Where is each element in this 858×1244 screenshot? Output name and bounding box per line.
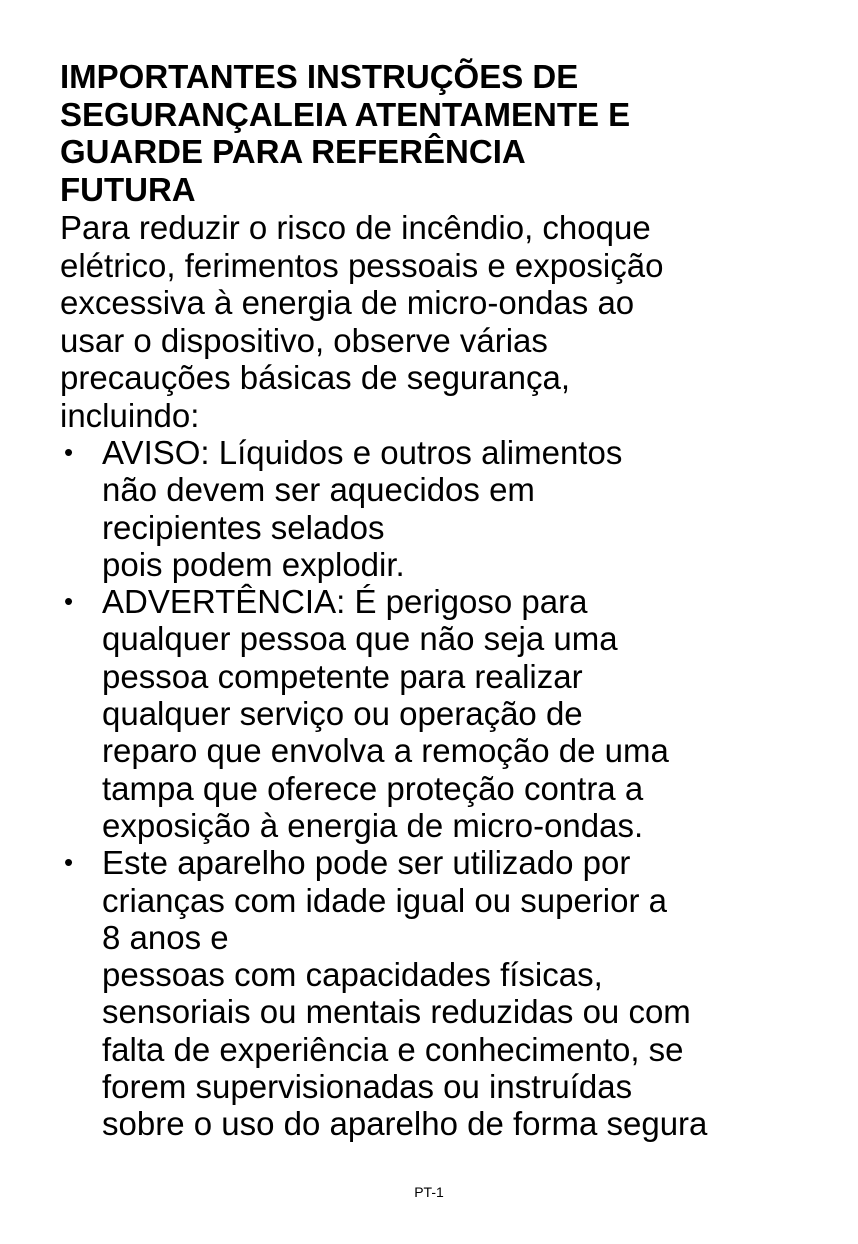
bullet-line: pessoa competente para realizar — [102, 657, 583, 695]
intro-line: incluindo: — [60, 396, 200, 434]
bullet-item-children-use — [0, 844, 858, 1142]
bullet-text — [102, 434, 858, 583]
bullet-line: tampa que oferece proteção contra a — [102, 769, 644, 807]
heading-line: SEGURANÇALEIA ATENTAMENTE E — [60, 95, 631, 133]
bullet-item-warning-service — [0, 583, 858, 844]
heading-line: GUARDE PARA REFERÊNCIA — [60, 133, 526, 170]
bullet-item-warning-liquids — [0, 434, 858, 583]
intro-line: excessiva à energia de micro-ondas ao — [60, 284, 635, 321]
safety-bullet-list — [0, 434, 858, 1143]
intro-line: elétrico, ferimentos pessoais e exposição — [60, 246, 664, 284]
safety-heading — [60, 58, 780, 208]
bullet-line: reparo que envolva a remoção de uma — [102, 732, 669, 770]
bullet-line: recipientes selados — [102, 508, 385, 546]
bullet-icon: • — [64, 437, 74, 467]
intro-paragraph — [60, 209, 780, 434]
heading-line: IMPORTANTES INSTRUÇÕES DE — [60, 58, 579, 95]
bullet-line: falta de experiência e conhecimento, se — [102, 1030, 684, 1068]
bullet-line: crianças com idade igual ou superior a — [102, 881, 667, 919]
bullet-line: ADVERTÊNCIA: É perigoso para — [102, 583, 588, 621]
heading-line: FUTURA — [60, 170, 196, 208]
bullet-line: qualquer pessoa que não seja uma — [102, 620, 618, 658]
page-number: PT-1 — [414, 1184, 444, 1200]
bullet-line: forem supervisionadas ou instruídas — [102, 1068, 633, 1106]
intro-line: usar o dispositivo, observe várias — [60, 321, 548, 359]
bullet-line: sensoriais ou mentais reduzidas ou com — [102, 993, 691, 1031]
bullet-line: sobre o uso do aparelho de forma segura — [102, 1105, 708, 1143]
bullet-text — [102, 583, 858, 844]
intro-line: Para reduzir o risco de incêndio, choque — [60, 209, 651, 246]
bullet-line: não devem ser aquecidos em — [102, 471, 535, 509]
bullet-icon: • — [64, 847, 74, 878]
bullet-line: pessoas com capacidades físicas, — [102, 956, 603, 994]
bullet-line: Este aparelho pode ser utilizado por — [102, 844, 631, 882]
bullet-icon: • — [64, 586, 74, 617]
bullet-text — [102, 844, 858, 1142]
bullet-line: exposição à energia de micro-ondas. — [102, 806, 644, 844]
bullet-line: pois podem explodir. — [102, 545, 405, 583]
bullet-line: AVISO: Líquidos e outros alimentos — [102, 434, 623, 471]
bullet-line: 8 anos e — [102, 918, 229, 956]
intro-line: precauções básicas de segurança, — [60, 359, 570, 396]
bullet-line: qualquer serviço ou operação de — [102, 695, 583, 733]
